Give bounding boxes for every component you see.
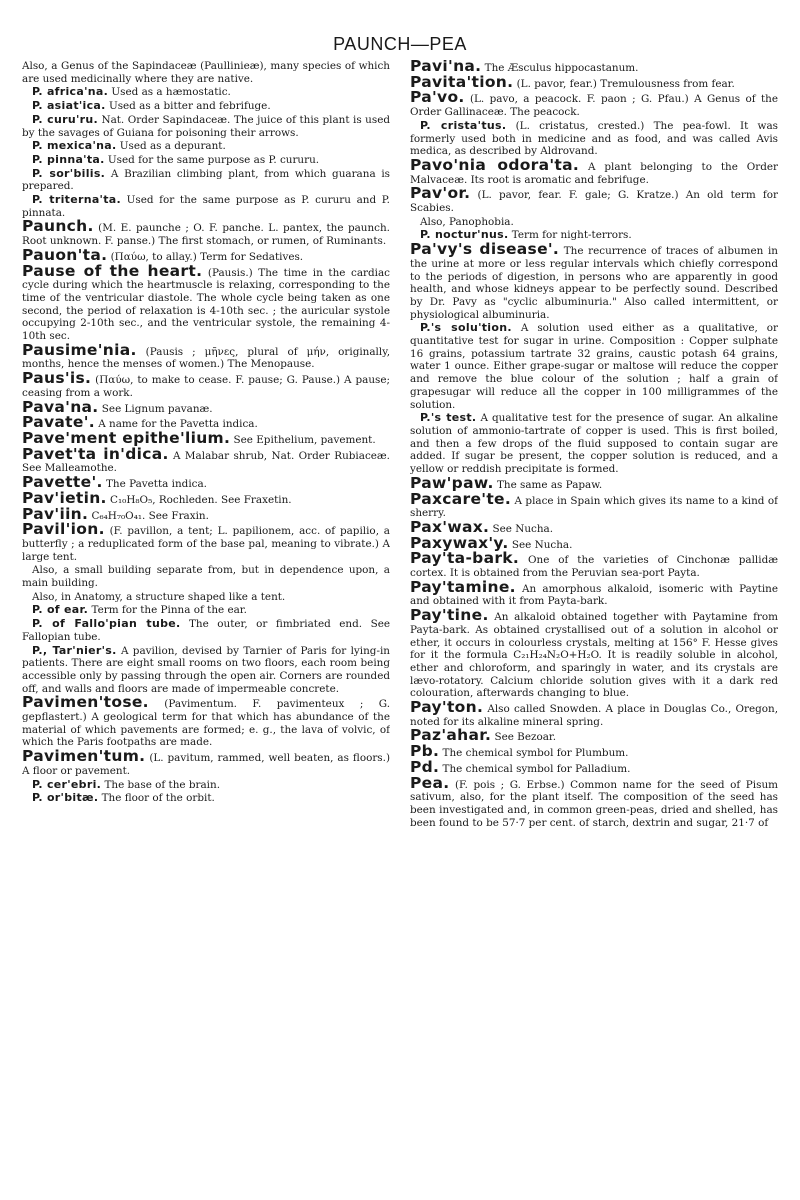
- dictionary-entry: [410, 489, 778, 520]
- entry-headword: P. curu'ru.: [32, 112, 98, 126]
- columns: [22, 60, 778, 1180]
- entry-definition: A pavilion, devised by Tarnier of Paris for lying-in patients. There are eight small rooms on two floors, each room being accessible only by passing through the open air. Corners are rounded off, and walls and floors are made of impermeable concrete.: [22, 644, 390, 695]
- dictionary-entry: [22, 100, 390, 113]
- entry-headword: P. pinna'ta.: [32, 152, 105, 166]
- dictionary-entry: [410, 88, 778, 119]
- entry-definition: (L. pavor, fear.) Tremulousness from fear.: [513, 77, 735, 90]
- entry-definition: (L. pavitum, rammed, well beaten, as floors.) A floor or pavement.: [22, 752, 390, 777]
- entry-headword: Paz'ahar.: [410, 726, 492, 745]
- entry-headword: Pea.: [410, 773, 450, 792]
- entry-headword: Pay'tamine.: [410, 577, 516, 596]
- entry-definition: (L. pavor, fear. F. gale; G. Kratze.) An old term for Scabies.: [410, 189, 778, 215]
- entry-headword: Pay'ton.: [410, 698, 484, 717]
- dictionary-entry: [22, 261, 390, 343]
- dictionary-entry: [410, 757, 778, 776]
- entry-headword: Paunch.: [22, 217, 94, 236]
- entry-headword: Pay'tine.: [410, 606, 489, 625]
- entry-definition: A place in Spain which gives its name to a kind of sherry.: [410, 494, 778, 520]
- entry-headword: P. africa'na.: [32, 85, 109, 99]
- entry-headword: P. of Fallo'pian tube.: [32, 617, 181, 631]
- entry-definition: Term for the Pinna of the ear.: [88, 604, 247, 617]
- entry-definition: Also called Snowden. A place in Douglas Co., Oregon, noted for its alkaline mineral spring.: [410, 703, 778, 728]
- entry-headword: P. mexica'na.: [32, 139, 117, 153]
- entry-headword: Pavate'.: [22, 413, 95, 432]
- entry-headword: Pavimen'tum.: [22, 747, 146, 766]
- entry-definition: (L. pavo, a peacock. F. paon ; G. Pfau.) A Genus of the Order Gallinaceæ. The peacock.: [410, 93, 778, 119]
- entry-definition: C₆₄H₇₀O₄₁. See Fraxin.: [88, 509, 209, 522]
- dictionary-entry: [22, 604, 390, 617]
- entry-headword: Pb.: [410, 742, 440, 761]
- entry-headword: Pave'ment epithe'lium.: [22, 428, 231, 447]
- entry-definition: Used for the same purpose as P. cururu and P. pinnata.: [22, 194, 390, 219]
- entry-headword: Pa'vy's disease'.: [410, 240, 560, 259]
- entry-headword: Pav'or.: [410, 184, 471, 203]
- entry-definition: See Nucha.: [489, 522, 554, 535]
- entry-headword: Pava'na.: [22, 397, 99, 416]
- dictionary-entry: [22, 564, 390, 589]
- entry-definition: A solution used either as a qualitative, or quantitative test for sugar in urine. Composition : Copper sulphate 16 grains, potassium tartrate 32 grains, caustic potash 64 grains, water 1 ounce. Either grape-sugar or maltose will reduce the copper and remove the blue colour of the solution ; half a grain of grapesugar will reduce all the copper in 100 milligrammes of the solution.: [410, 322, 778, 411]
- entry-headword: P. cer'ebri.: [32, 777, 102, 791]
- entry-headword: Pa'vo.: [410, 88, 465, 107]
- entry-headword: P. triterna'ta.: [32, 193, 121, 207]
- entry-definition: (F. pois ; G. Erbse.) Common name for the seed of Pisum sativum, also, for the plant itself. The composition of the seed has been investigated and, in common green-peas, dried and shelled, has been found to be 57·7 per cent. of starch, dextrin and sugar, 21·7 of: [410, 778, 778, 829]
- entry-definition: Term for night-terrors.: [508, 229, 632, 242]
- entry-headword: Pavimen'tose.: [22, 693, 149, 712]
- dictionary-entry: [22, 114, 390, 139]
- dictionary-entry: [22, 591, 390, 604]
- dictionary-entry: [22, 217, 390, 248]
- entry-definition: (F. pavillon, a tent; L. papilionem, acc. of papilio, a butterfly ; a reduplicated form of the base pal, meaning to vibrate.) A large tent.: [22, 525, 390, 563]
- entry-definition: An alkaloid obtained together with Paytamine from Payta-bark. As obtained crystallised out of a solution in alcohol or ether, it occurs in colourless crystals, melting at 156° F. Hesse gives for it the formula C₂₁H₂₄N₂O+H₂O. It is readily soluble in alcohol, ether and chloroform, and sparingly in water, and its crystals are lævo-rotatory. Calcium chloride solution gives with it a dark red colouration, afterwards changing to blue.: [410, 611, 778, 700]
- entry-headword: P., Tar'nier's.: [32, 643, 117, 657]
- entry-definition: Used as a depurant.: [116, 140, 226, 153]
- dictionary-entry: [22, 693, 390, 749]
- entry-headword: Paxcare'te.: [410, 489, 512, 508]
- entry-headword: Pav'iin.: [22, 504, 89, 523]
- dictionary-entry: [22, 60, 390, 85]
- running-head: PAUNCH—PEA: [333, 34, 467, 54]
- entry-headword: Pause of the heart.: [22, 261, 203, 280]
- entry-headword: Pavita'tion.: [410, 72, 514, 91]
- entry-definition: See Lignum pavanæ.: [98, 402, 213, 415]
- entry-headword: P. noctur'nus.: [420, 228, 509, 242]
- entry-headword: Paxywax'y.: [410, 533, 509, 552]
- entry-headword: P. of ear.: [32, 603, 89, 617]
- dictionary-entry: [22, 645, 390, 696]
- entry-headword: Pavette'.: [22, 473, 103, 492]
- dictionary-entry: [410, 726, 778, 745]
- entry-definition: The recurrence of traces of albumen in the urine at more or less regular intervals which chiefly correspond to the periods of digestion, in persons who are apparently in good health, and whose kidneys appear to be perfectly sound. Described by Dr. Pavy as "cyclic albuminuria." Also called intermittent, or physiological albuminuria.: [410, 245, 778, 321]
- dictionary-entry: [410, 606, 778, 700]
- entry-definition: An amorphous alkaloid, isomeric with Paytine and obtained with it from Payta-bark.: [410, 582, 778, 608]
- entry-headword: Pausime'nia.: [22, 340, 137, 359]
- entry-headword: P. asiat'ica.: [32, 99, 106, 113]
- dictionary-entry: [22, 140, 390, 153]
- dictionary-entry: [410, 742, 778, 761]
- entry-definition: The chemical symbol for Palladium.: [439, 762, 631, 775]
- dictionary-entry: [410, 412, 778, 476]
- entry-definition: One of the varieties of Cinchonæ pallidæ cortex. It is obtained from the Peruvian sea-port Payta.: [410, 554, 778, 580]
- entry-definition: A Malabar shrub, Nat. Order Rubiaceæ. See Malleamothe.: [22, 449, 390, 475]
- entry-headword: Pav'ietin.: [22, 488, 107, 507]
- entry-definition: A plant belonging to the Order Malvaceæ. Its root is aromatic and febrifuge.: [410, 160, 778, 186]
- dictionary-entry: [410, 184, 778, 215]
- dictionary-entry: [410, 773, 778, 830]
- entry-headword: P.'s solu'tion.: [420, 321, 512, 335]
- dictionary-entry: [22, 618, 390, 643]
- dictionary-entry: [22, 154, 390, 167]
- entry-definition: Used as a hæmostatic.: [108, 86, 231, 99]
- entry-definition: Also, a Genus of the Sapindaceæ (Paullinieæ), many species of which are used medicinally where they are native.: [22, 60, 390, 85]
- dictionary-entry: [410, 120, 778, 158]
- entry-definition: A qualitative test for the presence of sugar. An alkaline solution of ammonio-tartrate of copper is used. This is first boiled, and then a few drops of the fluid supposed to contain sugar are added. If sugar be present, the copper solution is reduced, and a yellow or reddish precipitate is formed.: [410, 412, 778, 476]
- dictionary-entry: [22, 86, 390, 99]
- dictionary-entry: [22, 168, 390, 193]
- entry-definition: See Epithelium, pavement.: [230, 433, 376, 446]
- entry-headword: Pd.: [410, 757, 440, 776]
- entry-headword: Paus'is.: [22, 369, 92, 388]
- entry-definition: The chemical symbol for Plumbum.: [439, 747, 629, 760]
- dictionary-entry: [22, 369, 390, 399]
- entry-headword: Pavi'na.: [410, 60, 482, 75]
- entry-headword: Pavo'nia odora'ta.: [410, 155, 580, 174]
- entry-headword: Pavil'ion.: [22, 520, 105, 539]
- entry-headword: P. crista'tus.: [420, 118, 507, 132]
- dictionary-entry: [22, 444, 390, 475]
- entry-definition: (Pavimentum. F. pavimenteux ; G. gepflastert.) A geological term for that which has abundance of the material of which pavements are formed; e. g., the lava of volvic, of which the Paris footpaths are made.: [22, 698, 390, 749]
- entry-headword: Paw'paw.: [410, 473, 494, 492]
- dictionary-entry: [22, 779, 390, 792]
- entry-definition: Also, in Anatomy, a structure shaped like a tent.: [32, 590, 286, 603]
- dictionary-entry: [410, 240, 778, 321]
- entry-definition: (Pausis.) The time in the cardiac cycle during which the heartmuscle is relaxing, corresponding to the time of the ventricular diastole. The whole cycle being taken as one second, the period of relaxation is 4-10th sec. ; the auricular systole occupying 2-10th sec., and the ventricular systole, the remaining 4-10th sec.: [22, 266, 390, 343]
- entry-definition: Also, a small building separate from, but in dependence upon, a main building.: [22, 564, 390, 590]
- entry-definition: (L. cristatus, crested.) The pea-fowl. It was formerly used both in medicine and as food, and was called Avis medica, as described by Aldrovand.: [410, 119, 778, 158]
- entry-definition: Nat. Order Sapindaceæ. The juice of this plant is used by the savages of Guiana for poisoning their arrows.: [22, 113, 390, 139]
- dictionary-entry: [410, 72, 778, 91]
- right-column: [410, 60, 778, 1180]
- dictionary-entry: [22, 792, 390, 805]
- entry-definition: A name for the Pavetta indica.: [94, 418, 258, 431]
- entry-definition: See Nucha.: [508, 538, 573, 551]
- dictionary-entry: [410, 577, 778, 608]
- dictionary-entry: [410, 322, 778, 411]
- entry-definition: The Æsculus hippocastanum.: [481, 62, 639, 74]
- entry-headword: P. sor'bilis.: [32, 166, 106, 180]
- dictionary-entry: [22, 340, 390, 371]
- entry-definition: The same as Papaw.: [493, 478, 603, 491]
- entry-definition: Used for the same purpose as P. cururu.: [104, 153, 320, 166]
- entry-headword: Pax'wax.: [410, 517, 490, 536]
- entry-definition: Used as a bitter and febrifuge.: [105, 100, 271, 113]
- left-column: [22, 60, 390, 1180]
- dictionary-entry: [410, 155, 778, 186]
- dictionary-entry: [410, 216, 778, 229]
- entry-definition: A Brazilian climbing plant, from which guarana is prepared.: [22, 167, 390, 193]
- entry-definition: The outer, or fimbriated end. See Fallopian tube.: [22, 618, 390, 643]
- dictionary-entry: [22, 194, 390, 219]
- dictionary-entry: [22, 747, 390, 777]
- entry-headword: Pauon'ta.: [22, 245, 108, 264]
- entry-definition: Also, Panophobia.: [420, 215, 514, 228]
- dictionary-entry: [410, 698, 778, 728]
- entry-definition: See Bezoar.: [491, 731, 557, 744]
- dictionary-entry: [22, 520, 390, 563]
- entry-headword: Pavet'ta in'dica.: [22, 444, 169, 463]
- entry-headword: P.'s test.: [420, 411, 477, 425]
- entry-definition: (Παύω, to allay.) Term for Sedatives.: [107, 250, 304, 263]
- entry-definition: (Παύω, to make to cease. F. pause; G. Pause.) A pause; ceasing from a work.: [22, 374, 390, 399]
- dictionary-entry: [410, 549, 778, 580]
- entry-definition: The floor of the orbit.: [98, 792, 215, 805]
- entry-definition: The base of the brain.: [101, 778, 221, 791]
- entry-headword: Pay'ta-bark.: [410, 549, 520, 568]
- entry-definition: C₁₀H₈O₅, Rochleden. See Fraxetin.: [106, 493, 292, 506]
- entry-definition: (M. E. paunche ; O. F. panche. L. pantex, the paunch. Root unknown. F. panse.) The first stomach, or rumen, of Ruminants.: [22, 222, 390, 248]
- entry-definition: The Pavetta indica.: [102, 478, 207, 491]
- entry-definition: (Pausis ; μῆνες, plural of μήν, originally, months, hence the menses of women.) The Menopause.: [22, 345, 390, 371]
- entry-headword: P. or'bitæ.: [32, 791, 99, 805]
